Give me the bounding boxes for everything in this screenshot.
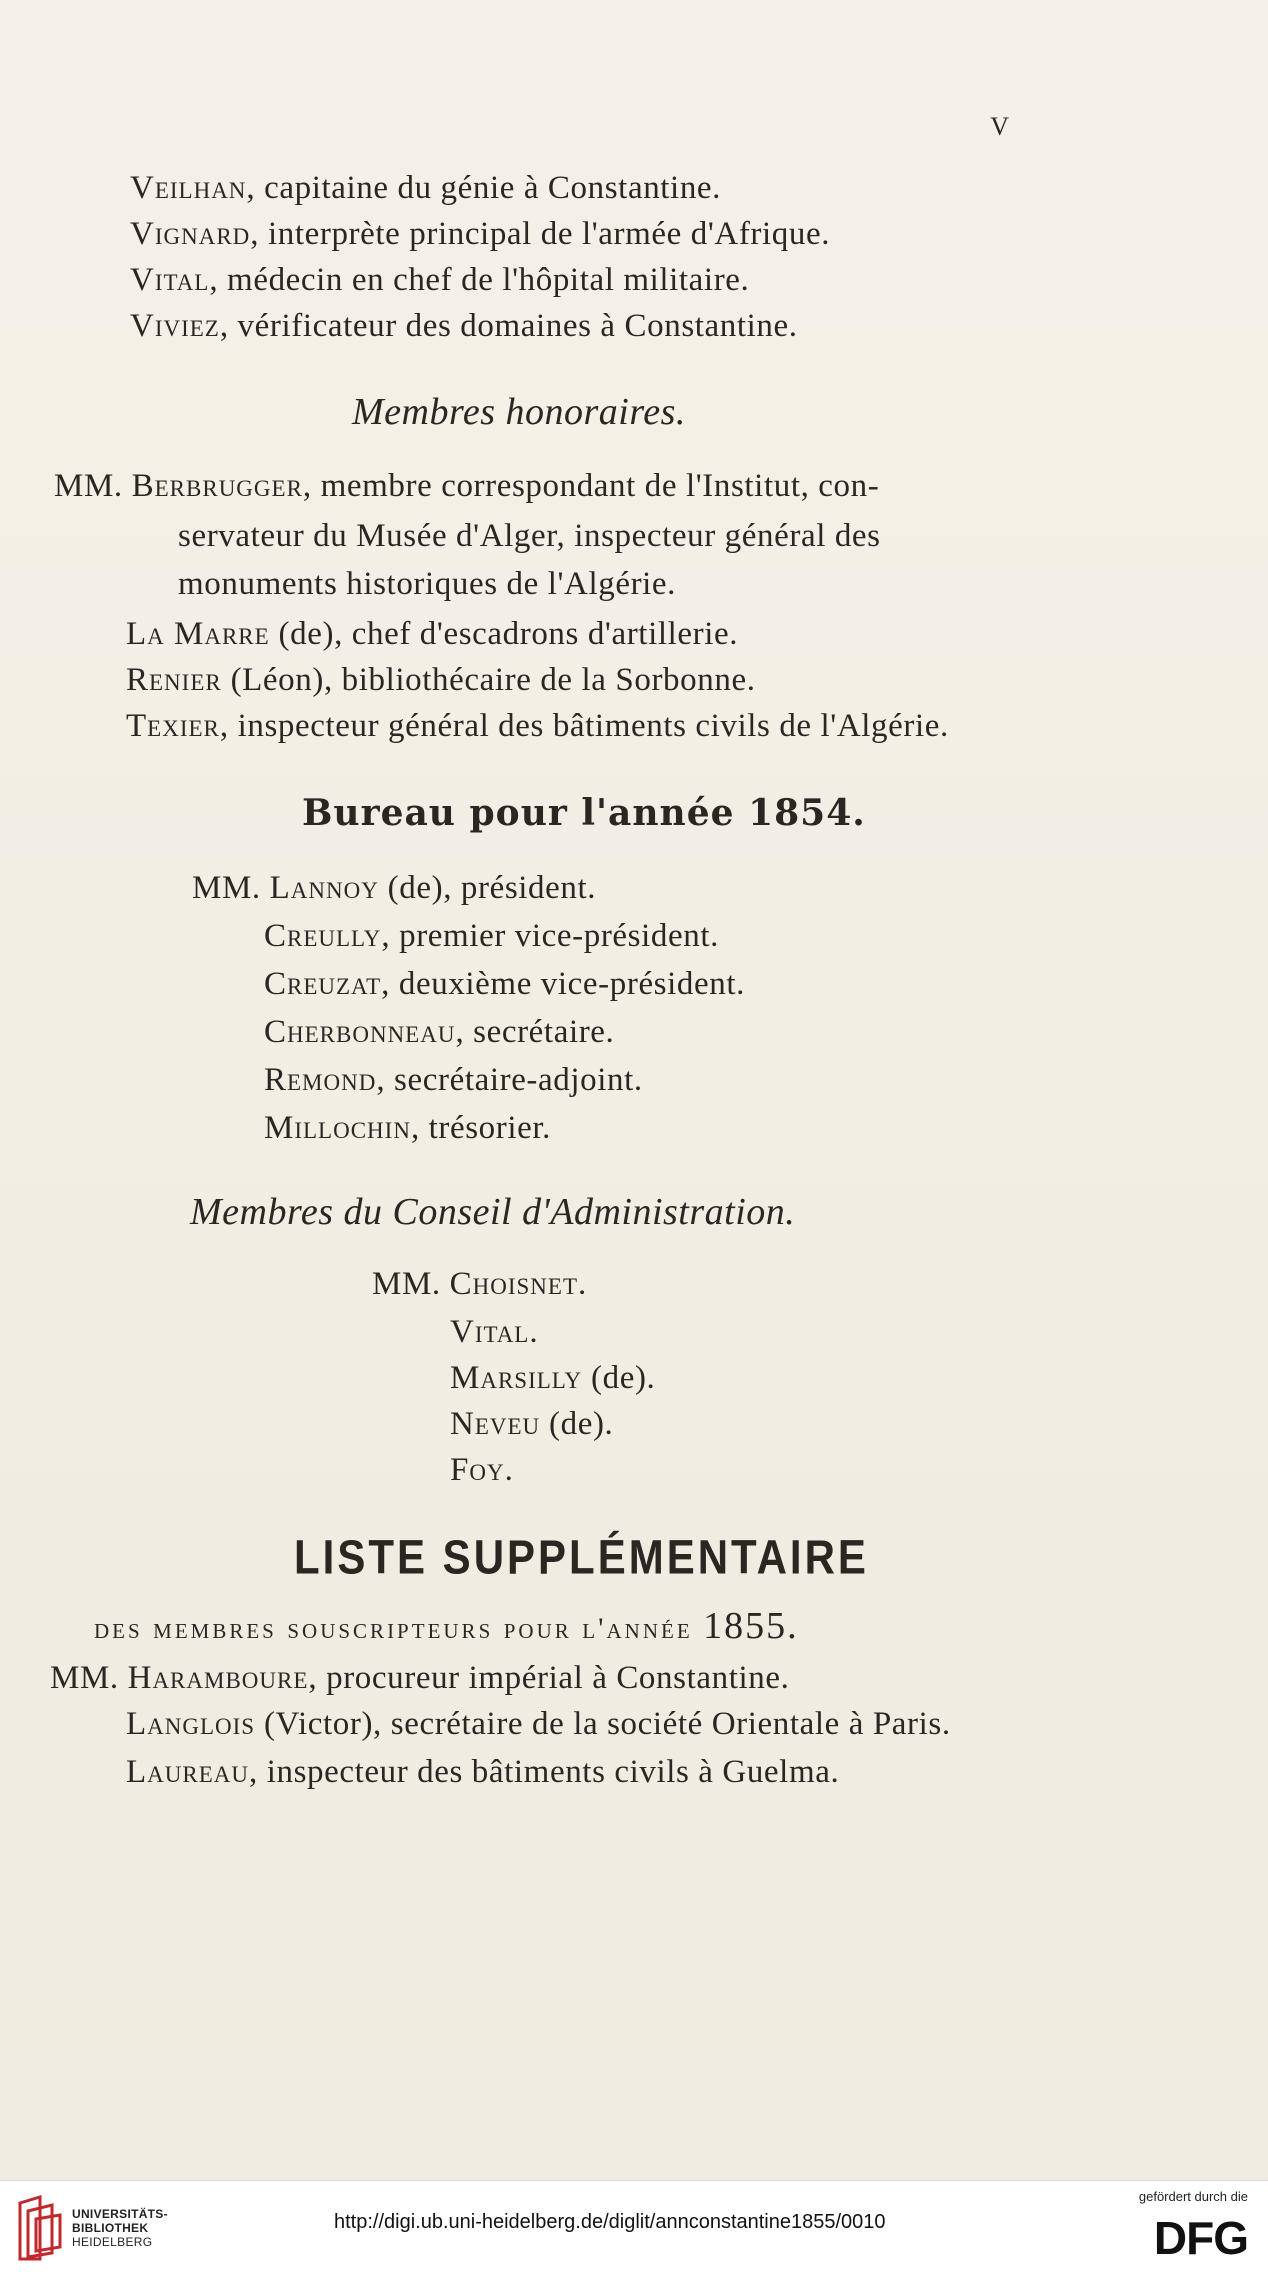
list-item: MM. Berbrugger, membre correspondant de l'Institut, con-: [54, 468, 880, 504]
member-name: Creully: [264, 918, 382, 954]
list-item: Vital, médecin en chef de l'hôpital militaire.: [130, 262, 750, 298]
member-name: Marsilly: [450, 1360, 583, 1396]
list-item: MM. Haramboure, procureur impérial à Constantine.: [50, 1660, 790, 1696]
list-item: Veilhan, capitaine du génie à Constantine.: [130, 170, 722, 206]
list-item: Langlois (Victor), secrétaire de la société Orientale à Paris.: [126, 1706, 951, 1742]
dfg-logo: DFG: [1153, 2212, 1248, 2264]
member-name: Millochin: [264, 1110, 411, 1146]
section-title-bureau: Bureau pour l'année 1854.: [302, 792, 866, 834]
member-name: Choisnet: [449, 1266, 578, 1302]
list-item: MM. Choisnet.: [372, 1266, 587, 1302]
section-subtitle-liste: des membres souscripteurs pour l'année 1855.: [94, 1605, 799, 1647]
list-item: Neveu (de).: [450, 1406, 614, 1442]
member-name: Cherbonneau: [264, 1014, 456, 1050]
member-name: Veilhan: [130, 170, 247, 206]
member-name: Creuzat: [264, 966, 382, 1002]
list-item: Creully, premier vice-président.: [264, 918, 719, 954]
member-name: Vital: [130, 262, 210, 298]
list-item: Texier, inspecteur général des bâtiments civils de l'Algérie.: [126, 708, 949, 744]
member-name: Renier: [126, 662, 222, 698]
list-item: Vignard, interprète principal de l'armée d'Afrique.: [130, 216, 831, 252]
list-item: La Marre (de), chef d'escadrons d'artillerie.: [126, 616, 739, 652]
list-item: Viviez, vérificateur des domaines à Constantine.: [130, 308, 798, 344]
permalink-url[interactable]: http://digi.ub.uni-heidelberg.de/diglit/annconstantine1855/0010: [334, 2211, 886, 2233]
member-name: Haramboure: [127, 1660, 309, 1696]
member-name: Remond: [264, 1062, 377, 1098]
list-item: Foy.: [450, 1452, 514, 1488]
page-folio: V: [990, 112, 1010, 141]
member-name: Foy: [450, 1452, 505, 1488]
member-name: Vignard: [130, 216, 251, 252]
member-name: Berbrugger: [131, 468, 303, 504]
member-name: Neveu: [450, 1406, 541, 1442]
list-item: Cherbonneau, secrétaire.: [264, 1014, 615, 1050]
member-name: Viviez: [130, 308, 220, 344]
list-item: Marsilly (de).: [450, 1360, 656, 1396]
list-item-continuation: servateur du Musée d'Alger, inspecteur général des: [178, 518, 881, 554]
library-logo-icon: [12, 2193, 64, 2265]
sponsor-caption: gefördert durch die: [1138, 2189, 1248, 2204]
list-item-continuation: monuments historiques de l'Algérie.: [178, 566, 677, 602]
section-title-conseil: Membres du Conseil d'Administration.: [190, 1191, 796, 1233]
member-name: Langlois: [126, 1706, 256, 1742]
member-name: Laureau: [126, 1754, 249, 1790]
library-name: UNIVERSITÄTS- BIBLIOTHEK HEIDELBERG: [72, 2207, 168, 2249]
list-item: Creuzat, deuxième vice-président.: [264, 966, 745, 1002]
member-name: Vital: [450, 1314, 530, 1350]
footer-bar: [0, 2180, 1268, 2277]
member-name: Texier: [126, 708, 220, 744]
section-title-liste: LISTE SUPPLÉMENTAIRE: [294, 1530, 869, 1585]
list-item: Renier (Léon), bibliothécaire de la Sorbonne.: [126, 662, 756, 698]
list-item: MM. Lannoy (de), président.: [192, 870, 597, 906]
list-item: Laureau, inspecteur des bâtiments civils à Guelma.: [126, 1754, 840, 1790]
section-title-honoraires: Membres honoraires.: [352, 391, 686, 433]
member-name: La Marre: [126, 616, 270, 652]
liste-year: 1855.: [703, 1605, 799, 1647]
list-item: Remond, secrétaire-adjoint.: [264, 1062, 643, 1098]
list-item: Millochin, trésorier.: [264, 1110, 552, 1146]
list-item: Vital.: [450, 1314, 539, 1350]
member-name: Lannoy: [269, 870, 379, 906]
